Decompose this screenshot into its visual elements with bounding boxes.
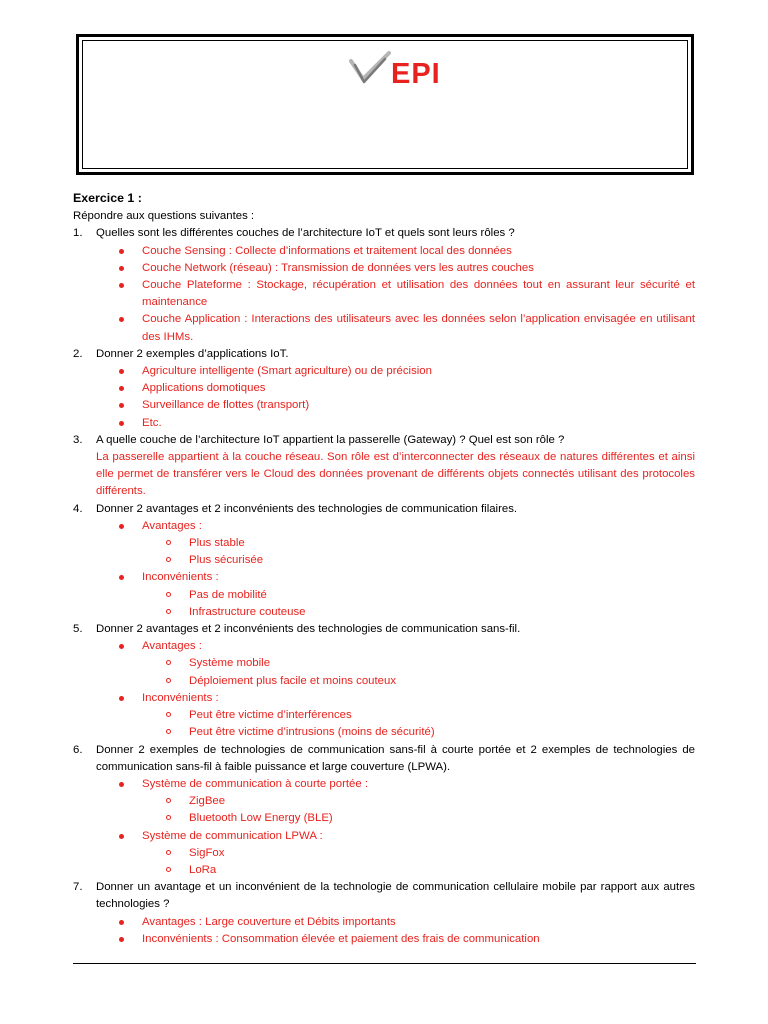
question-text: Donner un avantage et un inconvénient de la technologie de communication cellulaire mobile par rapport aux autres technologies ?	[96, 881, 695, 911]
question-text: Quelles sont les différentes couches de l’architecture IoT et quels sont leurs rôles ?	[96, 227, 515, 240]
question-1	[73, 225, 695, 242]
question-number: 7.	[73, 881, 83, 894]
group-label	[73, 776, 695, 793]
bullet-icon	[119, 403, 124, 408]
answer-bullet	[73, 243, 695, 260]
bullet-text: Système de communication à courte portée :	[142, 777, 369, 790]
bullet-text: Couche Plateforme : Stockage, récupération et utilisation des données tout en assurant leur sécurité et maintenance	[142, 279, 695, 309]
sub-item	[73, 810, 695, 827]
bullet-icon	[119, 575, 124, 580]
sub-item-text: Peut être victime d’interférences	[189, 709, 352, 722]
bullet-text: Surveillance de flottes (transport)	[142, 399, 310, 412]
question-number: 2.	[73, 347, 83, 360]
circle-bullet-icon	[166, 798, 171, 803]
sub-item	[73, 862, 695, 879]
logo-text: EPI	[391, 58, 441, 90]
sub-item-text: Plus stable	[189, 537, 245, 550]
circle-bullet-icon	[166, 815, 171, 820]
answer-bullet	[73, 363, 695, 380]
answer-bullet	[73, 260, 695, 277]
answer-bullet	[73, 277, 695, 311]
bullet-icon	[119, 524, 124, 529]
header-frame-inner	[82, 40, 688, 169]
bullet-icon	[119, 834, 124, 839]
answer-bullet	[73, 311, 695, 345]
question-5	[73, 621, 695, 638]
group-label	[73, 518, 695, 535]
bullet-icon	[119, 266, 124, 271]
sub-item-text: Pas de mobilité	[189, 588, 267, 601]
bullet-text: Couche Sensing : Collecte d’informations et traitement local des données	[142, 244, 512, 257]
bullet-icon	[119, 249, 124, 254]
circle-bullet-icon	[166, 678, 171, 683]
sub-item	[73, 655, 695, 672]
bullet-icon	[119, 696, 124, 701]
checkmark-logo-icon	[349, 49, 393, 89]
sub-item-text: Système mobile	[189, 657, 271, 670]
question-text: A quelle couche de l’architecture IoT appartient la passerelle (Gateway) ? Quel est son rôle ?	[96, 433, 565, 446]
sub-item-text: Déploiement plus facile et moins couteux	[189, 674, 397, 687]
exercise-content	[73, 190, 695, 948]
bullet-icon	[119, 283, 124, 288]
sub-item-text: SigFox	[189, 846, 225, 859]
bullet-icon	[119, 317, 124, 322]
sub-item	[73, 535, 695, 552]
answer-bullet	[73, 931, 695, 948]
sub-item	[73, 793, 695, 810]
bullet-icon	[119, 644, 124, 649]
group-label	[73, 569, 695, 586]
question-number: 4.	[73, 502, 83, 515]
sub-item	[73, 845, 695, 862]
answer-bullet	[73, 914, 695, 931]
sub-item	[73, 604, 695, 621]
group-label	[73, 638, 695, 655]
bullet-text: Inconvénients : Consommation élevée et paiement des frais de communication	[142, 932, 540, 945]
bullet-icon	[119, 386, 124, 391]
sub-item-text: Peut être victime d’intrusions (moins de sécurité)	[189, 726, 435, 739]
question-text: Donner 2 exemples de technologies de communication sans-fil à courte portée et 2 exemples de technologies de communication sans-fil à faible puissance et large couverture (LPWA).	[96, 743, 695, 773]
sub-item	[73, 707, 695, 724]
question-6	[73, 742, 695, 776]
bullet-icon	[119, 920, 124, 925]
question-4	[73, 501, 695, 518]
answer-bullet	[73, 380, 695, 397]
question-3	[73, 432, 695, 449]
sub-item	[73, 552, 695, 569]
header-frame	[76, 34, 694, 175]
question-number: 3.	[73, 433, 83, 446]
question-7	[73, 879, 695, 913]
circle-bullet-icon	[166, 660, 171, 665]
bullet-text: Agriculture intelligente (Smart agriculture) ou de précision	[142, 365, 432, 378]
bullet-text: Inconvénients :	[142, 571, 219, 584]
sub-item-text: LoRa	[189, 863, 217, 876]
bullet-text: Avantages :	[142, 640, 202, 653]
bullet-icon	[119, 421, 124, 426]
question-number: 5.	[73, 623, 83, 636]
question-number: 1.	[73, 227, 83, 240]
bullet-text: Inconvénients :	[142, 691, 219, 704]
bullet-text: Couche Network (réseau) : Transmission de données vers les autres couches	[142, 261, 534, 274]
answer-paragraph: La passerelle appartient à la couche réseau. Son rôle est d’interconnecter des réseaux de natures différentes et ainsi elle permet de transférer vers le Cloud des données provenant de différents objets connectés utilisant des protocoles différents.	[96, 451, 695, 498]
answer-bullet	[73, 415, 695, 432]
bullet-icon	[119, 369, 124, 374]
circle-bullet-icon	[166, 729, 171, 734]
circle-bullet-icon	[166, 867, 171, 872]
circle-bullet-icon	[166, 609, 171, 614]
circle-bullet-icon	[166, 540, 171, 545]
footer-divider	[73, 963, 696, 964]
circle-bullet-icon	[166, 850, 171, 855]
intro-text: Répondre aux questions suivantes :	[73, 210, 255, 223]
bullet-text: Etc.	[142, 416, 162, 429]
sub-item	[73, 673, 695, 690]
exercise-title: Exercice 1 :	[73, 191, 142, 205]
bullet-icon	[119, 782, 124, 787]
question-text: Donner 2 exemples d’applications IoT.	[96, 347, 289, 360]
epi-logo	[349, 49, 441, 90]
sub-item	[73, 587, 695, 604]
group-label	[73, 690, 695, 707]
sub-item-text: Bluetooth Low Energy (BLE)	[189, 812, 333, 825]
sub-item-text: Plus sécurisée	[189, 554, 264, 567]
question-text: Donner 2 avantages et 2 inconvénients des technologies de communication sans-fil.	[96, 623, 521, 636]
circle-bullet-icon	[166, 712, 171, 717]
question-number: 6.	[73, 743, 83, 756]
circle-bullet-icon	[166, 557, 171, 562]
question-2	[73, 346, 695, 363]
bullet-text: Couche Application : Interactions des utilisateurs avec les données selon l’application envisagée en utilisant des IHMs.	[142, 313, 695, 343]
bullet-icon	[119, 937, 124, 942]
bullet-text: Système de communication LPWA :	[142, 829, 323, 842]
answer-bullet	[73, 397, 695, 414]
question-text: Donner 2 avantages et 2 inconvénients des technologies de communication filaires.	[96, 502, 518, 515]
sub-item-text: ZigBee	[189, 795, 226, 808]
bullet-text: Avantages :	[142, 519, 202, 532]
bullet-text: Avantages : Large couverture et Débits importants	[142, 915, 396, 928]
sub-item	[73, 724, 695, 741]
group-label	[73, 828, 695, 845]
bullet-text: Applications domotiques	[142, 382, 266, 395]
sub-item-text: Infrastructure couteuse	[189, 605, 306, 618]
circle-bullet-icon	[166, 592, 171, 597]
